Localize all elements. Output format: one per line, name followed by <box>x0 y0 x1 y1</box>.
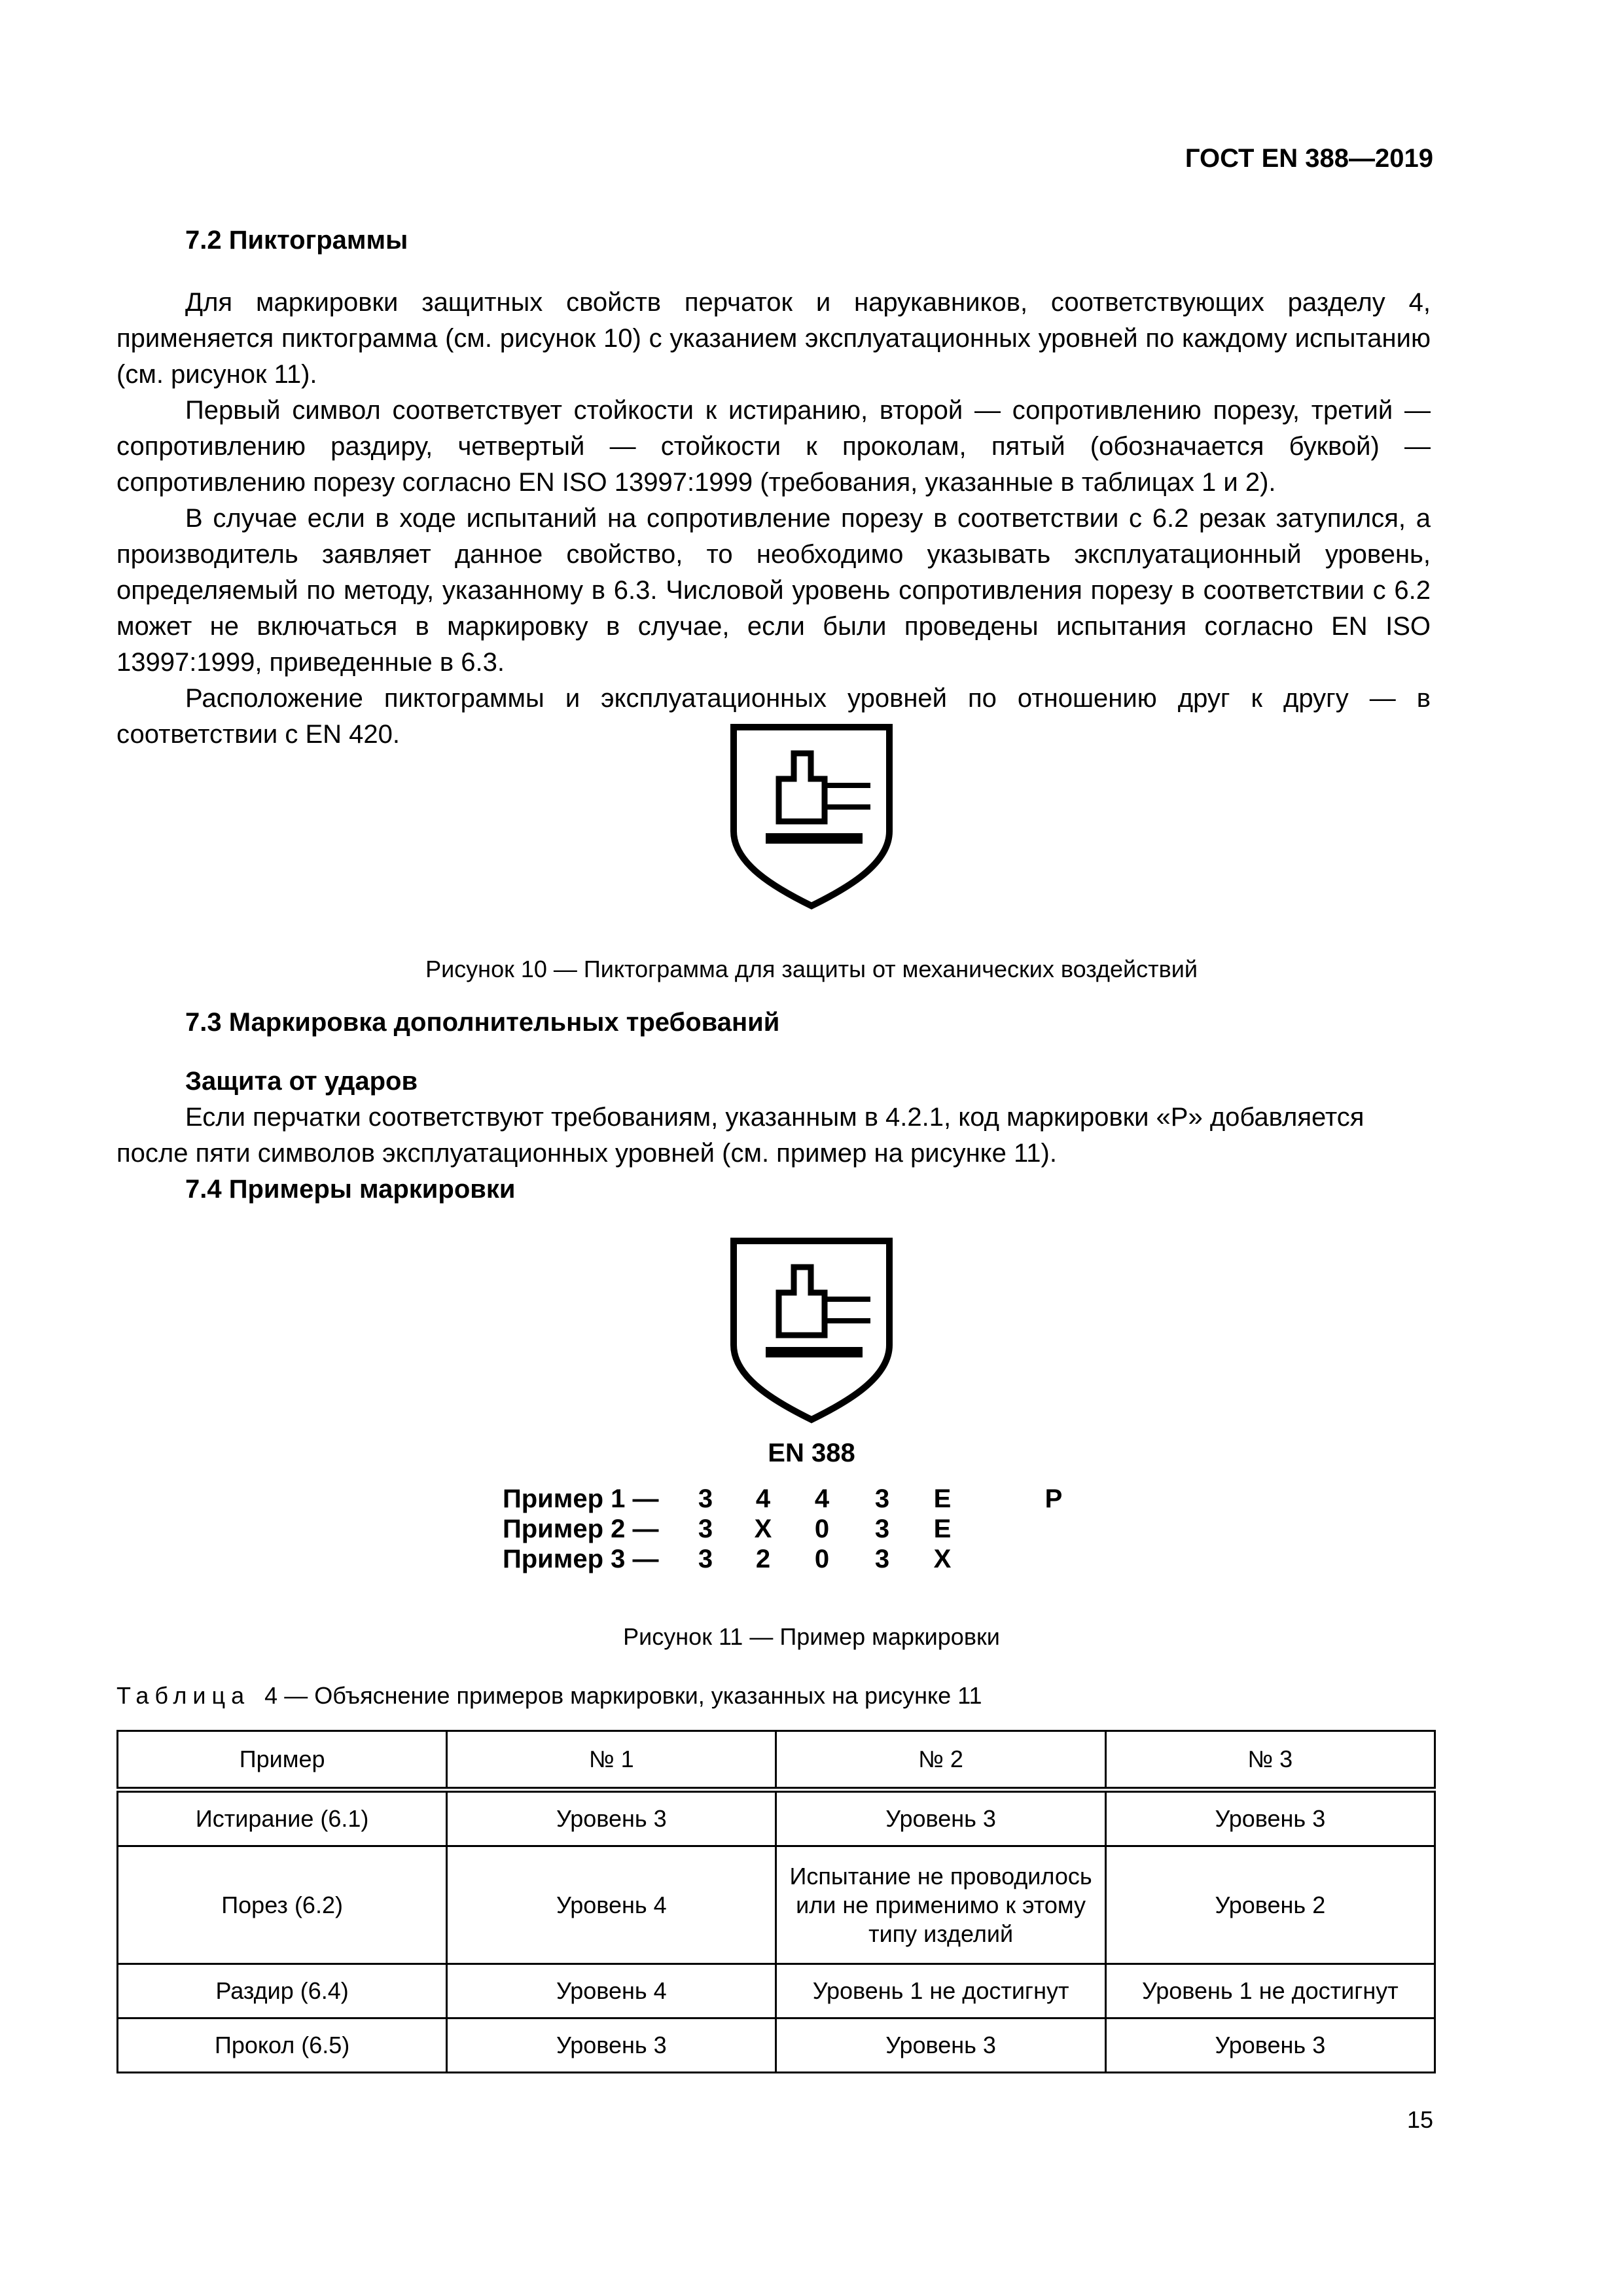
page-number: 15 <box>1406 2106 1433 2133</box>
code-puncture: 3 <box>874 1484 890 1513</box>
table-caption-text: 4 — Объяснение примеров маркировки, указанных на рисунке 11 <box>264 1682 982 1709</box>
table-row <box>118 2018 1435 2073</box>
example-label: Пример 1 — <box>503 1484 659 1513</box>
table-cell: Уровень 3 <box>447 1790 776 1846</box>
table-caption-prefix: Таблица <box>116 1682 251 1709</box>
header-cell: № 1 <box>447 1731 776 1790</box>
table-row <box>118 1846 1435 1964</box>
table-cell: Уровень 3 <box>447 2018 776 2073</box>
table-cell: Испытание не проводилось или не применимо к этому типу изделий <box>776 1846 1105 1964</box>
table-cell: Уровень 3 <box>776 1790 1105 1846</box>
section-7-3 <box>116 1005 1431 1172</box>
paragraph: Первый символ соответствует стойкости к истиранию, второй — сопротивлению порезу, третий — сопротивлению раздиру, четвертый — стойкости к проколам, пятый (обозначается буквой) — сопротивлению порезу согласно EN ISO 13997:1999 (требования, указанные в таблицах 1 и 2). <box>116 396 1431 497</box>
section-heading: 7.4 Примеры маркировки <box>185 1175 516 1204</box>
section-heading: 7.2 Пиктограммы <box>185 226 408 255</box>
table-cell: Уровень 4 <box>447 1846 776 1964</box>
mechanical-protection-pictogram-icon <box>730 1237 893 1424</box>
paragraph: Если перчатки соответствуют требованиям, указанным в 4.2.1, код маркировки «P» добавляется <box>185 1103 1364 1132</box>
code-tear: 4 <box>814 1484 830 1513</box>
table-row <box>118 1790 1435 1846</box>
code-abrasion: 3 <box>698 1545 713 1573</box>
table-cell: Уровень 3 <box>1105 2018 1435 2073</box>
code-abrasion: 3 <box>698 1515 713 1543</box>
code-abrasion: 3 <box>698 1484 713 1513</box>
code-impact: P <box>1044 1484 1063 1513</box>
figure-11 <box>0 1237 1623 1424</box>
document-header: ГОСТ EN 388—2019 <box>1185 144 1433 173</box>
code-cut: 4 <box>755 1484 771 1513</box>
table-cell: Прокол (6.5) <box>118 2018 447 2073</box>
table-cell: Уровень 1 не достигнут <box>776 1964 1105 2018</box>
header-cell: № 3 <box>1105 1731 1435 1790</box>
header-cell: Пример <box>118 1731 447 1790</box>
figure-11-caption: Рисунок 11 — Пример маркировки <box>623 1623 1000 1650</box>
table-cell: Порез (6.2) <box>118 1846 447 1964</box>
code-iso-cut: X <box>933 1545 952 1573</box>
code-cut: X <box>754 1515 772 1543</box>
code-iso-cut: E <box>933 1484 952 1513</box>
section-heading: 7.3 Маркировка дополнительных требований <box>185 1008 780 1037</box>
table-cell: Уровень 1 не достигнут <box>1105 1964 1435 2018</box>
paragraph-continuation: после пяти символов эксплуатационных уровней (см. пример на рисунке 11). <box>116 1139 1057 1168</box>
figure-10-caption: Рисунок 10 — Пиктограмма для защиты от механических воздействий <box>425 956 1198 982</box>
table-header-row <box>118 1731 1435 1790</box>
code-tear: 0 <box>814 1515 830 1543</box>
table-caption <box>116 1682 982 1710</box>
paragraph: Для маркировки защитных свойств перчаток и нарукавников, соответствующих разделу 4, применяется пиктограмма (см. рисунок 10) с указанием эксплуатационных уровней по каждому испытанию (см. рисунок 11). <box>116 288 1431 389</box>
paragraph: Расположение пиктограммы и эксплуатационных уровней по отношению друг к другу — в соответствии с EN 420. <box>116 684 1431 749</box>
header-cell: № 2 <box>776 1731 1105 1790</box>
table-row <box>118 1964 1435 2018</box>
code-puncture: 3 <box>874 1515 890 1543</box>
table-cell: Раздир (6.4) <box>118 1964 447 2018</box>
table-cell: Истирание (6.1) <box>118 1790 447 1846</box>
code-tear: 0 <box>814 1545 830 1573</box>
code-iso-cut: E <box>933 1515 952 1543</box>
subsection-heading: Защита от ударов <box>185 1067 418 1096</box>
example-label: Пример 2 — <box>503 1515 659 1543</box>
table-cell: Уровень 2 <box>1105 1846 1435 1964</box>
figure-10 <box>0 723 1623 910</box>
table-4 <box>116 1730 1436 2073</box>
table-cell: Уровень 3 <box>776 2018 1105 2073</box>
paragraph: В случае если в ходе испытаний на сопротивление порезу в соответствии с 6.2 резак затупился, а производитель заявляет данное свойство, то необходимо указывать эксплуатационный уровень, определяемый по методу, указанному в 6.3. Числовой уровень сопротивления порезу в соответствии с 6.2 может не включаться в маркировку в случае, если были проведены испытания согласно EN ISO 13997:1999, приведенные в 6.3. <box>116 504 1431 677</box>
table-cell: Уровень 4 <box>447 1964 776 2018</box>
code-cut: 2 <box>755 1545 771 1573</box>
standard-label: EN 388 <box>768 1439 855 1467</box>
code-puncture: 3 <box>874 1545 890 1573</box>
section-7-2 <box>116 223 1431 753</box>
mechanical-protection-pictogram-icon <box>730 723 893 910</box>
table-cell: Уровень 3 <box>1105 1790 1435 1846</box>
example-label: Пример 3 — <box>503 1545 659 1573</box>
